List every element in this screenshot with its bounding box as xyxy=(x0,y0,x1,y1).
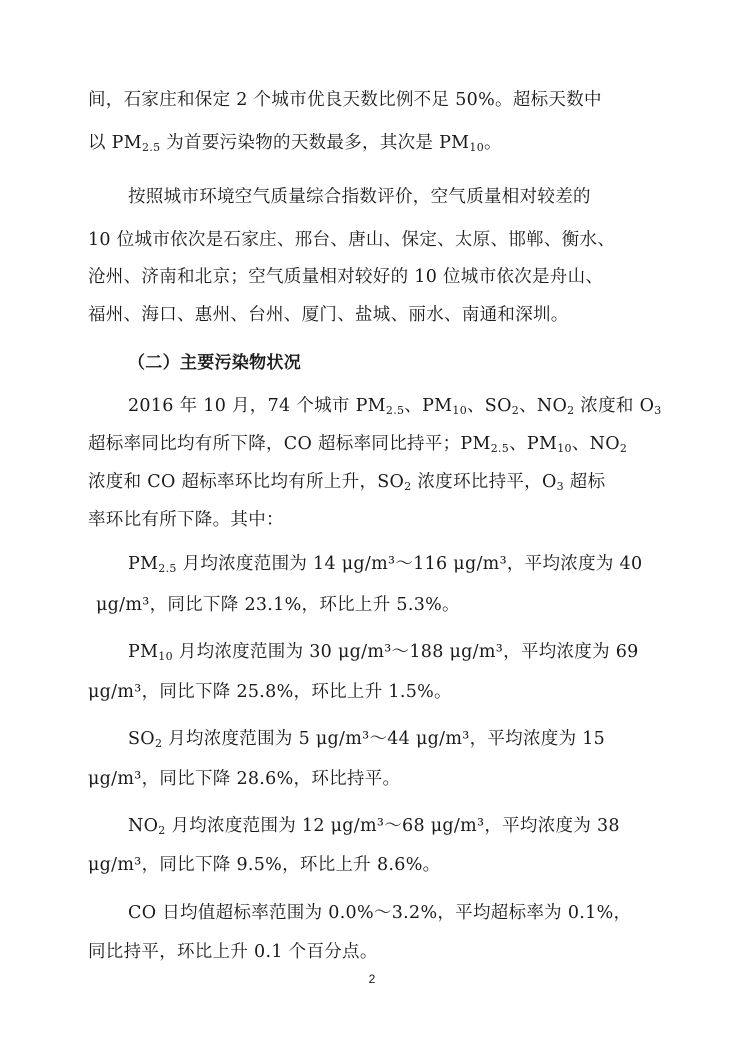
paragraph-line: $PM_{2.5}$ 月均浓度范围为 14 μg/m³～116 μg/m³，平均浓度为 40 xyxy=(128,554,643,575)
paragraph-line: 10 位城市依次是石家庄、邢台、唐山、保定、太原、邯郸、衡水、 xyxy=(88,230,616,250)
paragraph-line: $PM_{10}$ 月均浓度范围为 30 μg/m³～188 μg/m³，平均浓度为 69 xyxy=(128,642,639,663)
paragraph-line: 2016 年 10 月，74 个城市 $PM_{2.5}$、$PM_{10}$、$SO_2$、$NO_2$ 浓度和 $O_3$ xyxy=(128,396,662,417)
paragraph-line: μg/m³，同比下降 28.6%，环比持平。 xyxy=(88,769,401,789)
page-number: 2 xyxy=(368,972,376,986)
paragraph-line: 浓度和 CO 超标率环比均有所上升，$SO_2$ 浓度环比持平，$O_3$ 超标 xyxy=(88,472,606,493)
paragraph-line: 同比持平，环比上升 0.1 个百分点。 xyxy=(88,942,378,962)
paragraph-line: $SO_2$ 月均浓度范围为 5 μg/m³～44 μg/m³，平均浓度为 15 xyxy=(128,729,606,750)
paragraph-line: 福州、海口、惠州、台州、厦门、盐城、丽水、南通和深圳。 xyxy=(88,305,569,325)
paragraph-line: 超标率同比均有所下降，CO 超标率同比持平；$PM_{2.5}$、$PM_{10}$、$NO_2$ xyxy=(88,434,628,455)
paragraph-line: 以 $PM_{2.5}$ 为首要污染物的天数最多，其次是 $PM_{10}$。 xyxy=(88,133,502,154)
paragraph-line: 间，石家庄和保定 2 个城市优良天数比例不足 50%。超标天数中 xyxy=(88,90,602,110)
paragraph-line: μg/m³，同比下降 25.8%，环比上升 1.5%。 xyxy=(88,682,452,702)
paragraph-line: $NO_2$ 月均浓度范围为 12 μg/m³～68 μg/m³，平均浓度为 38 xyxy=(128,816,620,837)
paragraph-line: 按照城市环境空气质量综合指数评价，空气质量相对较差的 xyxy=(128,187,591,207)
paragraph-line: μg/m³，同比下降 23.1%，环比上升 5.3%。 xyxy=(96,595,460,615)
paragraph-line: μg/m³，同比下降 9.5%，环比上升 8.6%。 xyxy=(88,855,441,875)
paragraph-line: 率环比有所下降。其中： xyxy=(88,510,284,530)
paragraph-line: 沧州、济南和北京；空气质量相对较好的 10 位城市依次是舟山、 xyxy=(88,267,604,287)
paragraph-line: CO 日均值超标率范围为 0.0%～3.2%，平均超标率为 0.1%， xyxy=(128,903,632,923)
section-heading: （二）主要污染物状况 xyxy=(128,353,301,373)
